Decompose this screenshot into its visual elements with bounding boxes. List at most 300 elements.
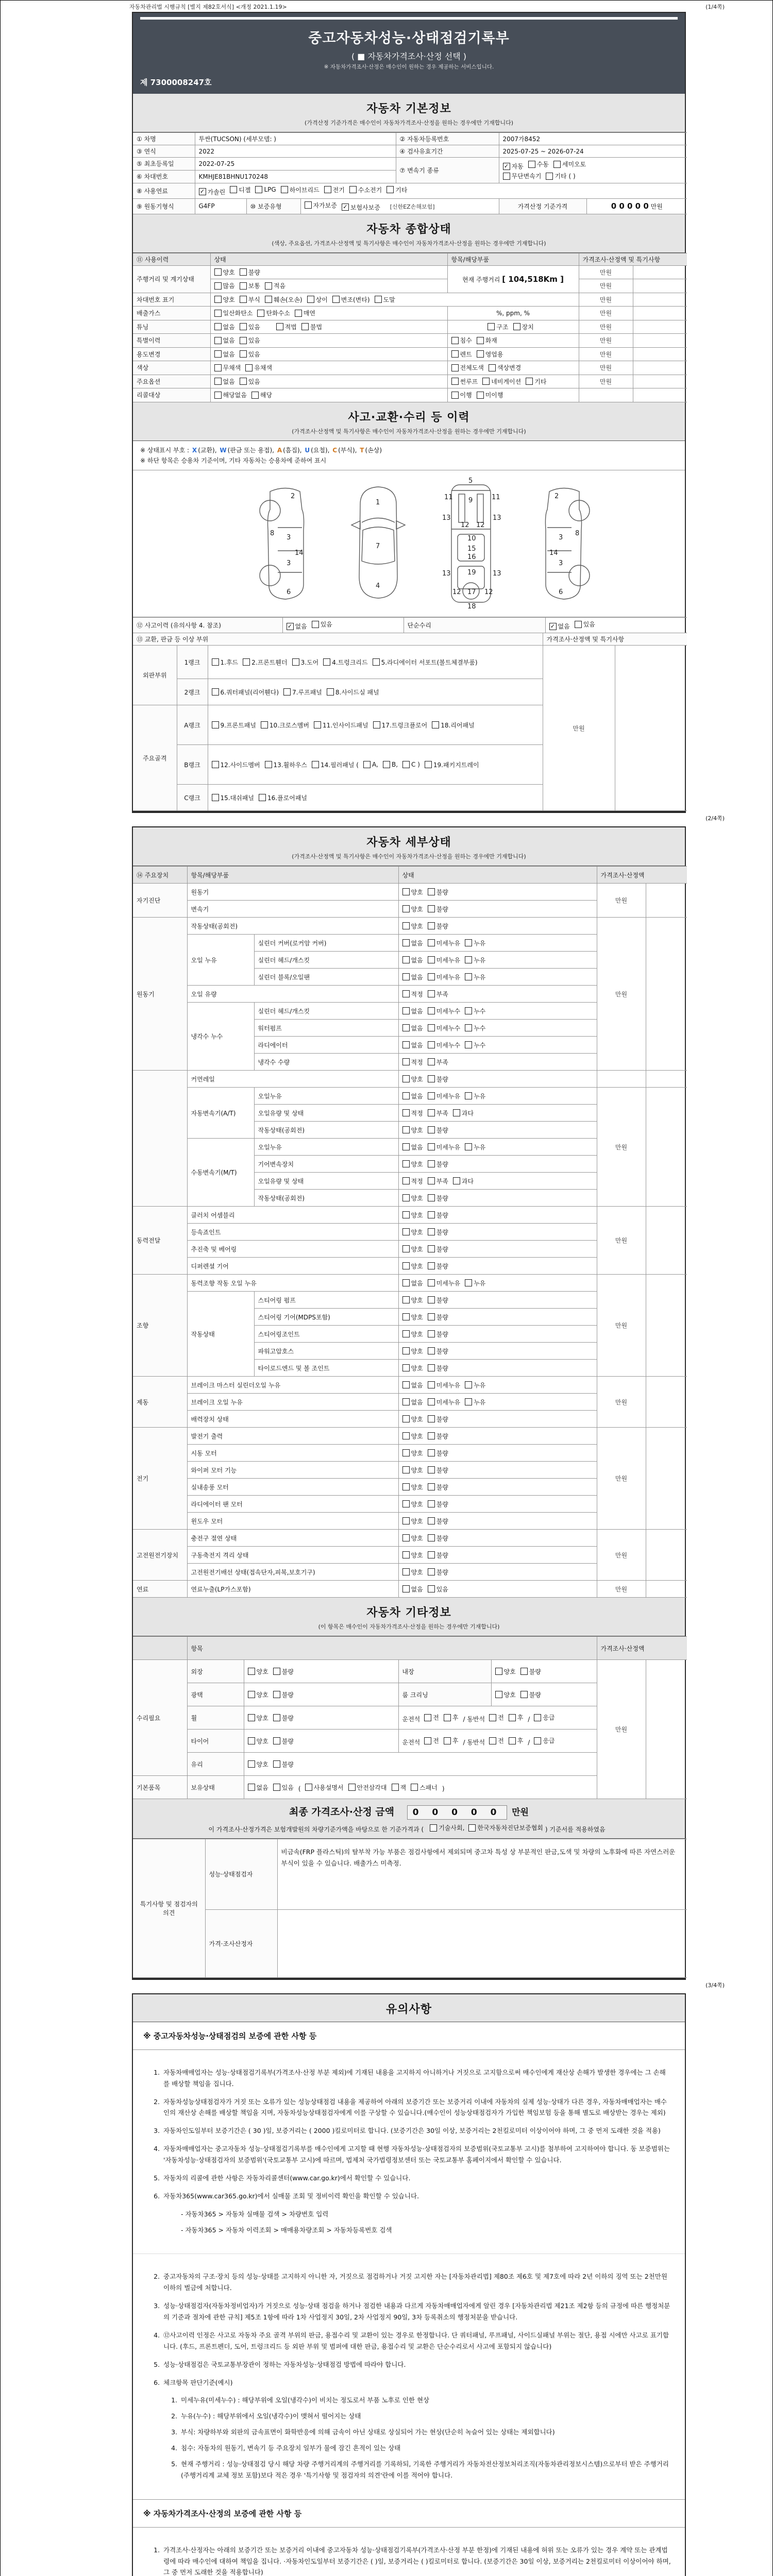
checkbox-icon[interactable] [424, 1714, 431, 1721]
checkbox-option[interactable] [214, 309, 253, 317]
checkbox-option[interactable] [212, 760, 260, 769]
checkbox-icon[interactable] [451, 378, 459, 385]
checkbox-option[interactable] [402, 1500, 423, 1509]
checkbox-icon[interactable] [255, 186, 262, 193]
checkbox-icon[interactable] [424, 1737, 431, 1744]
checkbox-icon[interactable] [265, 296, 272, 303]
checkbox-icon[interactable] [428, 1024, 435, 1031]
checkbox-icon[interactable] [402, 1449, 410, 1456]
checkbox-icon[interactable] [509, 1737, 516, 1744]
checkbox-icon[interactable] [240, 350, 247, 358]
checkbox-icon[interactable] [402, 905, 410, 912]
checkbox-option[interactable] [428, 1500, 448, 1509]
checkbox-option[interactable] [428, 1211, 448, 1219]
checkbox-option[interactable] [428, 1568, 448, 1577]
checkbox-icon[interactable] [383, 761, 390, 768]
checkbox-option[interactable] [312, 760, 359, 769]
checkbox-icon[interactable] [428, 1517, 435, 1524]
checkbox-option[interactable] [402, 1517, 423, 1526]
checkbox-icon[interactable] [428, 1177, 435, 1184]
checkbox-option[interactable] [214, 323, 235, 331]
checkbox-icon[interactable] [273, 1668, 280, 1675]
checkbox-icon[interactable] [465, 939, 472, 946]
checkbox-icon[interactable] [402, 1466, 410, 1473]
checkbox-icon[interactable] [212, 794, 219, 801]
checkbox-icon[interactable] [428, 1449, 435, 1456]
checkbox-icon[interactable] [465, 1007, 472, 1014]
checkbox-icon[interactable] [451, 364, 459, 371]
checkbox-option[interactable] [248, 1690, 268, 1699]
checkbox-option[interactable] [323, 658, 367, 667]
checkbox-icon[interactable] [402, 1211, 410, 1218]
checkbox-icon[interactable] [402, 1075, 410, 1082]
checkbox-option[interactable] [273, 1690, 294, 1699]
checkbox-icon[interactable] [402, 1364, 410, 1371]
checkbox-icon[interactable] [327, 688, 334, 696]
checkbox-option[interactable] [428, 956, 460, 964]
checkbox-icon[interactable] [402, 1126, 410, 1133]
checkbox-option[interactable] [428, 1330, 448, 1338]
checkbox-icon[interactable] [489, 1737, 496, 1744]
checkbox-icon[interactable] [402, 1177, 410, 1184]
checkbox-icon[interactable] [495, 1691, 502, 1698]
checkbox-icon[interactable] [312, 621, 319, 628]
checkbox-icon[interactable] [428, 1041, 435, 1048]
checkbox-icon[interactable] [465, 956, 472, 963]
checkbox-option[interactable] [402, 1092, 423, 1100]
checkbox-option[interactable] [402, 1398, 423, 1406]
checkbox-option[interactable] [503, 172, 542, 180]
checkbox-option[interactable] [465, 939, 485, 947]
checkbox-icon[interactable] [214, 282, 222, 290]
checkbox-icon[interactable] [292, 658, 299, 666]
checkbox-icon[interactable] [465, 1381, 472, 1388]
checkbox-option[interactable] [428, 1058, 448, 1066]
checkbox-icon[interactable] [534, 1737, 541, 1744]
checkbox-option[interactable] [575, 620, 595, 629]
checkbox-option[interactable] [428, 1279, 460, 1287]
checkbox-icon[interactable] [428, 1483, 435, 1490]
checkbox-icon[interactable] [402, 1534, 410, 1541]
checkbox-option[interactable] [520, 1690, 541, 1699]
checkbox-icon[interactable] [428, 1075, 435, 1082]
checkbox-icon[interactable] [428, 1007, 435, 1014]
checkbox-option[interactable] [386, 185, 407, 194]
checkbox-icon[interactable] [402, 1092, 410, 1099]
checkbox-icon[interactable] [230, 186, 237, 193]
checkbox-icon[interactable] [428, 1551, 435, 1558]
checkbox-option[interactable] [444, 1736, 459, 1745]
checkbox-icon[interactable] [428, 1398, 435, 1405]
checkbox-icon[interactable] [212, 658, 219, 666]
checkbox-option[interactable] [444, 1713, 459, 1722]
checkbox-icon[interactable] [402, 1568, 410, 1575]
checkbox-option[interactable] [546, 172, 575, 180]
checkbox-option[interactable] [327, 688, 379, 697]
checkbox-icon[interactable] [513, 323, 520, 330]
checkbox-icon[interactable] [428, 1466, 435, 1473]
checkbox-option[interactable] [265, 281, 285, 290]
checkbox-option[interactable] [402, 1007, 423, 1015]
checkbox-icon[interactable] [477, 337, 484, 344]
checkbox-icon[interactable] [214, 323, 222, 330]
checkbox-option[interactable] [240, 268, 260, 277]
checkbox-option[interactable] [402, 922, 423, 930]
checkbox-option[interactable] [212, 658, 239, 667]
checkbox-option[interactable] [214, 363, 241, 372]
checkbox-option[interactable] [392, 1783, 407, 1792]
checkbox-icon[interactable] [283, 688, 291, 696]
checkbox-icon[interactable] [428, 1126, 435, 1133]
checkbox-option[interactable] [214, 281, 235, 290]
checkbox-icon[interactable] [245, 364, 253, 371]
checkbox-icon[interactable] [428, 990, 435, 997]
checkbox-icon[interactable] [430, 1824, 437, 1832]
checkbox-icon[interactable] [402, 1313, 410, 1320]
checkbox-option[interactable] [305, 201, 337, 210]
checkbox-option[interactable] [489, 1713, 504, 1722]
checkbox-option[interactable] [411, 1783, 438, 1792]
checkbox-icon[interactable] [488, 323, 495, 330]
checkbox-icon[interactable] [248, 1668, 255, 1675]
checked-checkbox-icon[interactable]: ✓ [287, 623, 294, 630]
checkbox-option[interactable] [230, 185, 250, 194]
checkbox-icon[interactable] [402, 1109, 410, 1116]
checkbox-option[interactable] [482, 377, 521, 386]
checkbox-option[interactable] [248, 1737, 268, 1745]
checkbox-option[interactable] [212, 688, 279, 697]
checkbox-icon[interactable] [248, 1737, 255, 1744]
checkbox-icon[interactable] [465, 1092, 472, 1099]
checkbox-option[interactable] [495, 1690, 516, 1699]
checkbox-option[interactable] [465, 1041, 485, 1049]
checkbox-option[interactable] [509, 1713, 524, 1722]
checkbox-icon[interactable] [465, 1041, 472, 1048]
checkbox-option[interactable] [528, 160, 549, 168]
checkbox-icon[interactable] [402, 1398, 410, 1405]
checkbox-option[interactable] [402, 973, 423, 981]
checkbox-option[interactable] [402, 1160, 423, 1168]
checkbox-icon[interactable] [240, 268, 247, 276]
checkbox-icon[interactable] [402, 1381, 410, 1388]
checkbox-icon[interactable] [477, 392, 484, 399]
checkbox-option[interactable] [402, 1109, 423, 1117]
checkbox-icon[interactable] [575, 621, 582, 628]
checkbox-icon[interactable] [392, 1784, 399, 1791]
checkbox-option[interactable] [402, 1364, 423, 1372]
checkbox-icon[interactable] [248, 1691, 255, 1698]
checked-checkbox-icon[interactable]: ✓ [503, 163, 510, 170]
checkbox-icon[interactable] [305, 1784, 312, 1791]
checkbox-icon[interactable] [402, 1228, 410, 1235]
checkbox-icon[interactable] [428, 1296, 435, 1303]
checkbox-option[interactable] [402, 1483, 423, 1492]
checkbox-option[interactable] [402, 1194, 423, 1202]
checkbox-icon[interactable] [265, 282, 272, 290]
checkbox-option[interactable] [348, 1783, 387, 1792]
checkbox-icon[interactable] [453, 1109, 460, 1116]
checkbox-option[interactable] [273, 1737, 294, 1745]
checkbox-option[interactable] [428, 1126, 448, 1134]
checkbox-icon[interactable] [402, 1058, 410, 1065]
checkbox-icon[interactable] [520, 1691, 528, 1698]
checkbox-option[interactable] [363, 761, 378, 768]
checkbox-option[interactable] [402, 1381, 423, 1389]
checkbox-option[interactable] [428, 1551, 448, 1560]
checkbox-option[interactable] [324, 185, 345, 194]
checkbox-icon[interactable] [428, 1347, 435, 1354]
checkbox-option[interactable] [477, 391, 503, 399]
checkbox-icon[interactable] [428, 956, 435, 963]
checkbox-option[interactable] [428, 888, 448, 896]
checkbox-icon[interactable] [428, 1313, 435, 1320]
checkbox-option[interactable] [428, 1194, 448, 1202]
checkbox-option[interactable] [428, 1432, 448, 1440]
checkbox-option[interactable] [402, 1534, 423, 1543]
checkbox-option[interactable] [428, 1466, 448, 1475]
checkbox-icon[interactable] [444, 1737, 451, 1744]
checkbox-option[interactable] [214, 350, 235, 359]
checkbox-option[interactable] [402, 939, 423, 947]
checkbox-option[interactable] [373, 658, 478, 667]
checkbox-icon[interactable] [428, 1381, 435, 1388]
checkbox-option[interactable] [214, 295, 235, 304]
checkbox-option[interactable] [465, 1279, 485, 1287]
checkbox-option[interactable] [402, 1262, 423, 1270]
checkbox-option[interactable] [265, 295, 303, 304]
checkbox-option[interactable] [424, 1713, 439, 1722]
checkbox-icon[interactable] [402, 1432, 410, 1439]
checkbox-icon[interactable] [546, 173, 553, 180]
checked-checkbox-icon[interactable]: ✓ [342, 204, 349, 211]
checkbox-option[interactable] [402, 956, 423, 964]
checkbox-option[interactable] [257, 309, 290, 317]
checkbox-icon[interactable] [402, 956, 410, 963]
checkbox-icon[interactable] [295, 310, 302, 317]
checkbox-option[interactable] [465, 1092, 485, 1100]
checkbox-option[interactable] [428, 1347, 448, 1355]
checkbox-option[interactable] [428, 1262, 448, 1270]
checkbox-option[interactable] [424, 1736, 439, 1745]
checkbox-option[interactable] [465, 1143, 485, 1151]
checkbox-icon[interactable] [465, 1398, 472, 1405]
checkbox-icon[interactable] [428, 1262, 435, 1269]
checkbox-icon[interactable] [428, 1568, 435, 1575]
checkbox-option[interactable] [402, 905, 423, 913]
checkbox-option[interactable] [402, 1347, 423, 1355]
checkbox-option[interactable] [428, 1381, 460, 1389]
checkbox-option[interactable] [273, 1714, 294, 1722]
checkbox-icon[interactable] [261, 721, 268, 728]
checkbox-option[interactable] [428, 973, 460, 981]
checkbox-option[interactable] [428, 922, 448, 930]
checkbox-icon[interactable] [240, 337, 247, 344]
checkbox-icon[interactable] [402, 1347, 410, 1354]
checkbox-icon[interactable] [428, 1500, 435, 1507]
checkbox-option[interactable] [342, 203, 380, 212]
checkbox-option[interactable] [214, 268, 235, 277]
checkbox-option[interactable] [402, 1415, 423, 1423]
checkbox-icon[interactable] [520, 1668, 528, 1675]
checkbox-option[interactable] [402, 1585, 423, 1594]
checkbox-option[interactable] [402, 1211, 423, 1219]
checkbox-icon[interactable] [402, 1551, 410, 1558]
checkbox-icon[interactable] [248, 1714, 255, 1721]
checkbox-icon[interactable] [273, 1784, 280, 1791]
checkbox-option[interactable] [477, 350, 503, 359]
checkbox-icon[interactable] [243, 658, 250, 666]
checkbox-option[interactable] [402, 1279, 423, 1287]
checkbox-icon[interactable] [509, 1714, 516, 1721]
checkbox-icon[interactable] [465, 1143, 472, 1150]
checkbox-icon[interactable] [307, 296, 314, 303]
checkbox-option[interactable] [428, 1415, 448, 1423]
checkbox-option[interactable] [245, 363, 272, 372]
checkbox-icon[interactable] [526, 378, 533, 385]
checkbox-option[interactable] [402, 1041, 423, 1049]
checkbox-icon[interactable] [402, 1143, 410, 1150]
checkbox-icon[interactable] [240, 378, 247, 385]
checkbox-icon[interactable] [373, 658, 380, 666]
checkbox-option[interactable] [451, 377, 478, 386]
checkbox-icon[interactable] [402, 1262, 410, 1269]
checkbox-icon[interactable] [402, 1500, 410, 1507]
checkbox-icon[interactable] [373, 721, 380, 728]
checkbox-option[interactable] [425, 760, 479, 769]
checkbox-icon[interactable] [428, 1211, 435, 1218]
checkbox-option[interactable] [428, 1534, 448, 1543]
checkbox-icon[interactable] [428, 1058, 435, 1065]
checkbox-icon[interactable] [240, 282, 247, 290]
checkbox-option[interactable] [251, 391, 272, 399]
checkbox-icon[interactable] [212, 688, 219, 696]
checkbox-option[interactable] [402, 990, 423, 998]
checkbox-option[interactable] [489, 363, 521, 372]
checkbox-icon[interactable] [214, 364, 222, 371]
checkbox-option[interactable] [295, 309, 315, 317]
checkbox-option[interactable] [451, 336, 472, 345]
checkbox-option[interactable] [428, 1007, 460, 1015]
checkbox-option[interactable] [534, 1713, 554, 1722]
checkbox-option[interactable] [273, 1667, 294, 1676]
checkbox-option[interactable] [402, 1143, 423, 1151]
checkbox-option[interactable] [488, 323, 508, 331]
checkbox-option[interactable] [451, 363, 484, 372]
checkbox-option[interactable] [292, 658, 319, 667]
checkbox-option[interactable] [301, 323, 322, 331]
checkbox-option[interactable] [451, 391, 472, 399]
checkbox-icon[interactable] [402, 1245, 410, 1252]
checkbox-icon[interactable] [428, 1330, 435, 1337]
checkbox-icon[interactable] [425, 761, 432, 768]
checkbox-option[interactable] [453, 1109, 474, 1117]
checkbox-icon[interactable] [428, 973, 435, 980]
checkbox-option[interactable] [430, 1823, 464, 1832]
checkbox-icon[interactable] [214, 310, 222, 317]
checkbox-option[interactable] [402, 1551, 423, 1560]
checkbox-option[interactable] [432, 721, 474, 730]
checkbox-icon[interactable] [305, 201, 312, 209]
checkbox-icon[interactable] [428, 922, 435, 929]
checkbox-icon[interactable] [465, 973, 472, 980]
checkbox-option[interactable] [428, 1364, 448, 1372]
checkbox-icon[interactable] [451, 392, 459, 399]
checkbox-icon[interactable] [428, 1245, 435, 1252]
checkbox-option[interactable] [402, 1432, 423, 1440]
checkbox-icon[interactable] [411, 1784, 418, 1791]
checkbox-icon[interactable] [451, 350, 459, 358]
checkbox-option[interactable] [243, 658, 287, 667]
checkbox-icon[interactable] [375, 296, 382, 303]
checkbox-option[interactable] [402, 1313, 423, 1321]
checkbox-option[interactable] [281, 185, 320, 194]
checkbox-option[interactable] [534, 1736, 554, 1745]
checkbox-option[interactable] [332, 295, 370, 304]
checkbox-icon[interactable] [273, 1714, 280, 1721]
checkbox-icon[interactable] [534, 1714, 541, 1721]
checkbox-icon[interactable] [428, 1585, 435, 1592]
checkbox-icon[interactable] [402, 1517, 410, 1524]
checkbox-icon[interactable] [465, 1024, 472, 1031]
checkbox-icon[interactable] [281, 186, 288, 193]
checkbox-icon[interactable] [468, 1824, 476, 1832]
checkbox-icon[interactable] [301, 323, 309, 330]
checkbox-option[interactable] [314, 721, 368, 730]
checkbox-option[interactable] [503, 162, 524, 171]
checkbox-option[interactable] [428, 1296, 448, 1304]
checkbox-icon[interactable] [248, 1760, 255, 1768]
checkbox-option[interactable] [273, 1783, 294, 1792]
checkbox-option[interactable] [402, 1245, 423, 1253]
checkbox-icon[interactable] [428, 1364, 435, 1371]
checkbox-icon[interactable] [323, 658, 330, 666]
checkbox-icon[interactable] [402, 888, 410, 895]
checkbox-icon[interactable] [240, 323, 247, 330]
checkbox-option[interactable] [453, 1177, 474, 1185]
checkbox-icon[interactable] [489, 364, 496, 371]
checkbox-icon[interactable] [214, 378, 222, 385]
checkbox-option[interactable] [428, 1483, 448, 1492]
checkbox-option[interactable] [259, 793, 307, 802]
checkbox-icon[interactable] [477, 350, 484, 358]
checkbox-option[interactable] [312, 620, 332, 629]
checkbox-option[interactable] [375, 295, 395, 304]
checkbox-icon[interactable] [482, 378, 490, 385]
checkbox-icon[interactable] [402, 1024, 410, 1031]
checkbox-icon[interactable] [428, 1109, 435, 1116]
checkbox-icon[interactable] [428, 905, 435, 912]
checkbox-icon[interactable] [276, 323, 283, 330]
checkbox-option[interactable] [240, 336, 260, 345]
checkbox-option[interactable] [240, 350, 260, 359]
checkbox-icon[interactable] [432, 721, 439, 728]
checkbox-option[interactable] [402, 1058, 423, 1066]
checkbox-option[interactable] [428, 1245, 448, 1253]
checkbox-option[interactable] [248, 1760, 268, 1769]
checkbox-icon[interactable] [214, 296, 222, 303]
checkbox-icon[interactable] [402, 990, 410, 997]
checkbox-option[interactable] [402, 1296, 423, 1304]
checkbox-option[interactable] [307, 295, 328, 304]
checkbox-icon[interactable] [324, 186, 331, 193]
checkbox-option[interactable] [265, 760, 307, 769]
checkbox-option[interactable] [276, 323, 297, 331]
checkbox-option[interactable] [495, 1667, 516, 1676]
checkbox-option[interactable] [402, 761, 420, 768]
checkbox-option[interactable] [428, 905, 448, 913]
checked-checkbox-icon[interactable]: ✓ [549, 623, 557, 630]
checkbox-option[interactable] [465, 1007, 485, 1015]
